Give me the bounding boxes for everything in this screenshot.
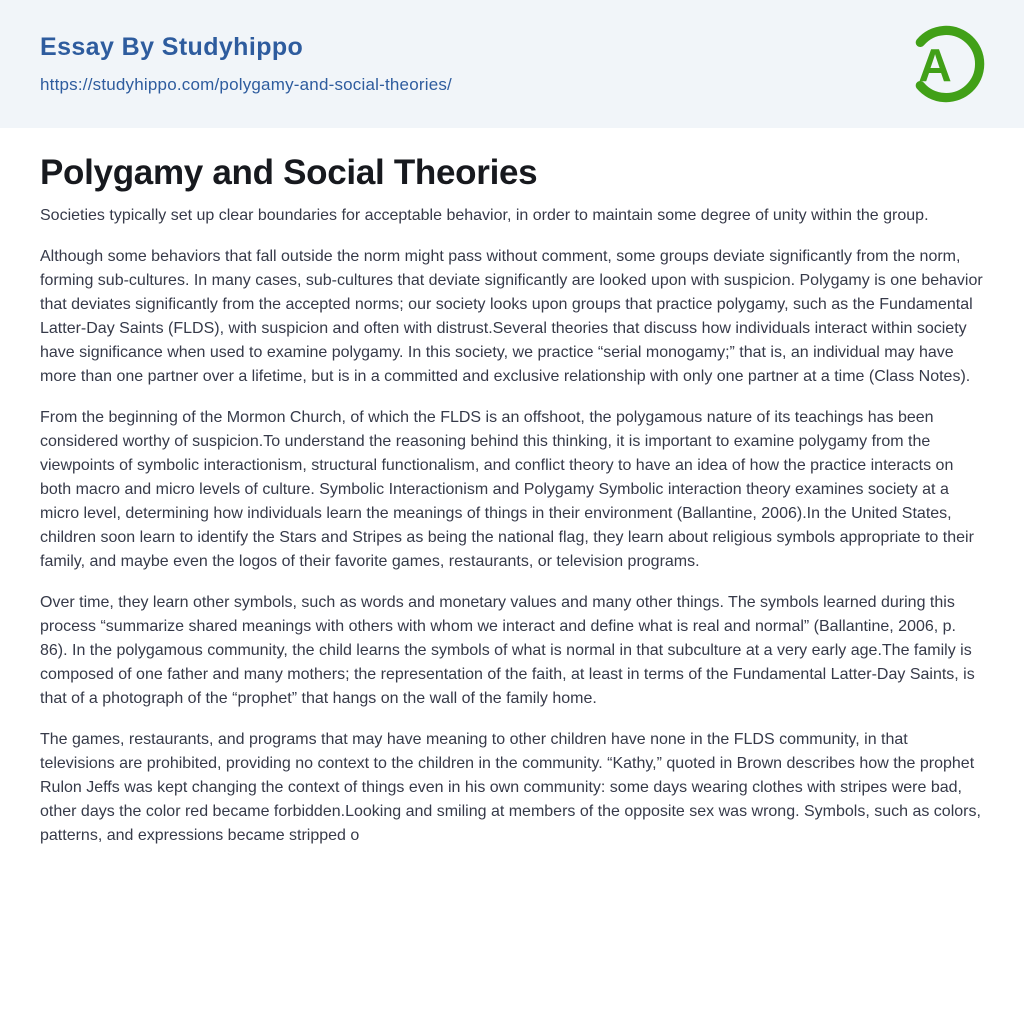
- essay-paragraph-3: From the beginning of the Mormon Church, of which the FLDS is an offshoot, the polygamous nature of its teachings has been considered worthy of suspicion.To understand the reasoning behind this thinking, it is important to examine polygamy from the viewpoints of symbolic interactionism, structural functionalism, and conflict theory to have an idea of how the practice interacts on both macro and micro levels of culture. Symbolic Interactionism and Polygamy Symbolic interaction theory examines society at a micro level, determining how individuals learn the meanings of things in their environment (Ballantine, 2006).In the United States, children soon learn to identify the Stars and Stripes as being the national flag, they learn about religious symbols appropriate to their family, and maybe even the logos of their favorite games, restaurants, or television programs.: [40, 409, 974, 570]
- essay-paragraph-4: Over time, they learn other symbols, such as words and monetary values and many other things. The symbols learned during this process “summarize shared meanings with others with whom we interact and define what is real and normal” (Ballantine, 2006, p. 86). In the polygamous community, the child learns the symbols of what is normal in that subculture at a very early age.The family is composed of one father and many mothers; the representation of the faith, at least in terms of the Fundamental Latter-Day Saints, is that of a photograph of the “prophet” that hangs on the wall of the family home.: [40, 594, 975, 707]
- page-header: [0, 0, 1024, 128]
- essay-paragraph-5: The games, restaurants, and programs that may have meaning to other children have none in the FLDS community, in that televisions are prohibited, providing no context to the children in the community. “Kathy,” quoted in Brown describes how the prophet Rulon Jeffs was kept changing the context of things even in his own community: some days wearing clothes with stripes were bad, other days the color red became forbidden.Looking and smiling at members of the opposite sex was wrong. Symbols, such as colors, patterns, and expressions became stripped o: [40, 731, 981, 844]
- essay-paragraph-2: Although some behaviors that fall outside the norm might pass without comment, some groups deviate significantly from the norm, forming sub-cultures. In many cases, sub-cultures that deviate significantly are looked upon with suspicion. Polygamy is one behavior that deviates significantly from the accepted norms; our society looks upon groups that practice polygamy, such as the Fundamental Latter-Day Saints (FLDS), with suspicion and often with distrust.Several theories that discuss how individuals interact within society have significance when used to examine polygamy. In this society, we practice “serial monogamy;” that is, an individual may have more than one partner over a lifetime, but is in a committed and exclusive relationship with only one partner at a time (Class Notes).: [40, 248, 983, 385]
- header-title: Essay By Studyhippo: [40, 33, 304, 61]
- essay-content: [0, 153, 1024, 848]
- essay-url-link[interactable]: https://studyhippo.com/polygamy-and-social-theories/: [40, 75, 452, 94]
- studyhippo-logo: [904, 22, 988, 106]
- essay-title: Polygamy and Social Theories: [40, 153, 538, 192]
- logo-arc-icon: [904, 22, 988, 106]
- header-text-block: [40, 33, 452, 95]
- logo-letter: A: [918, 38, 952, 91]
- essay-paragraph-1: Societies typically set up clear boundaries for acceptable behavior, in order to maintain some degree of unity within the group.: [40, 207, 929, 224]
